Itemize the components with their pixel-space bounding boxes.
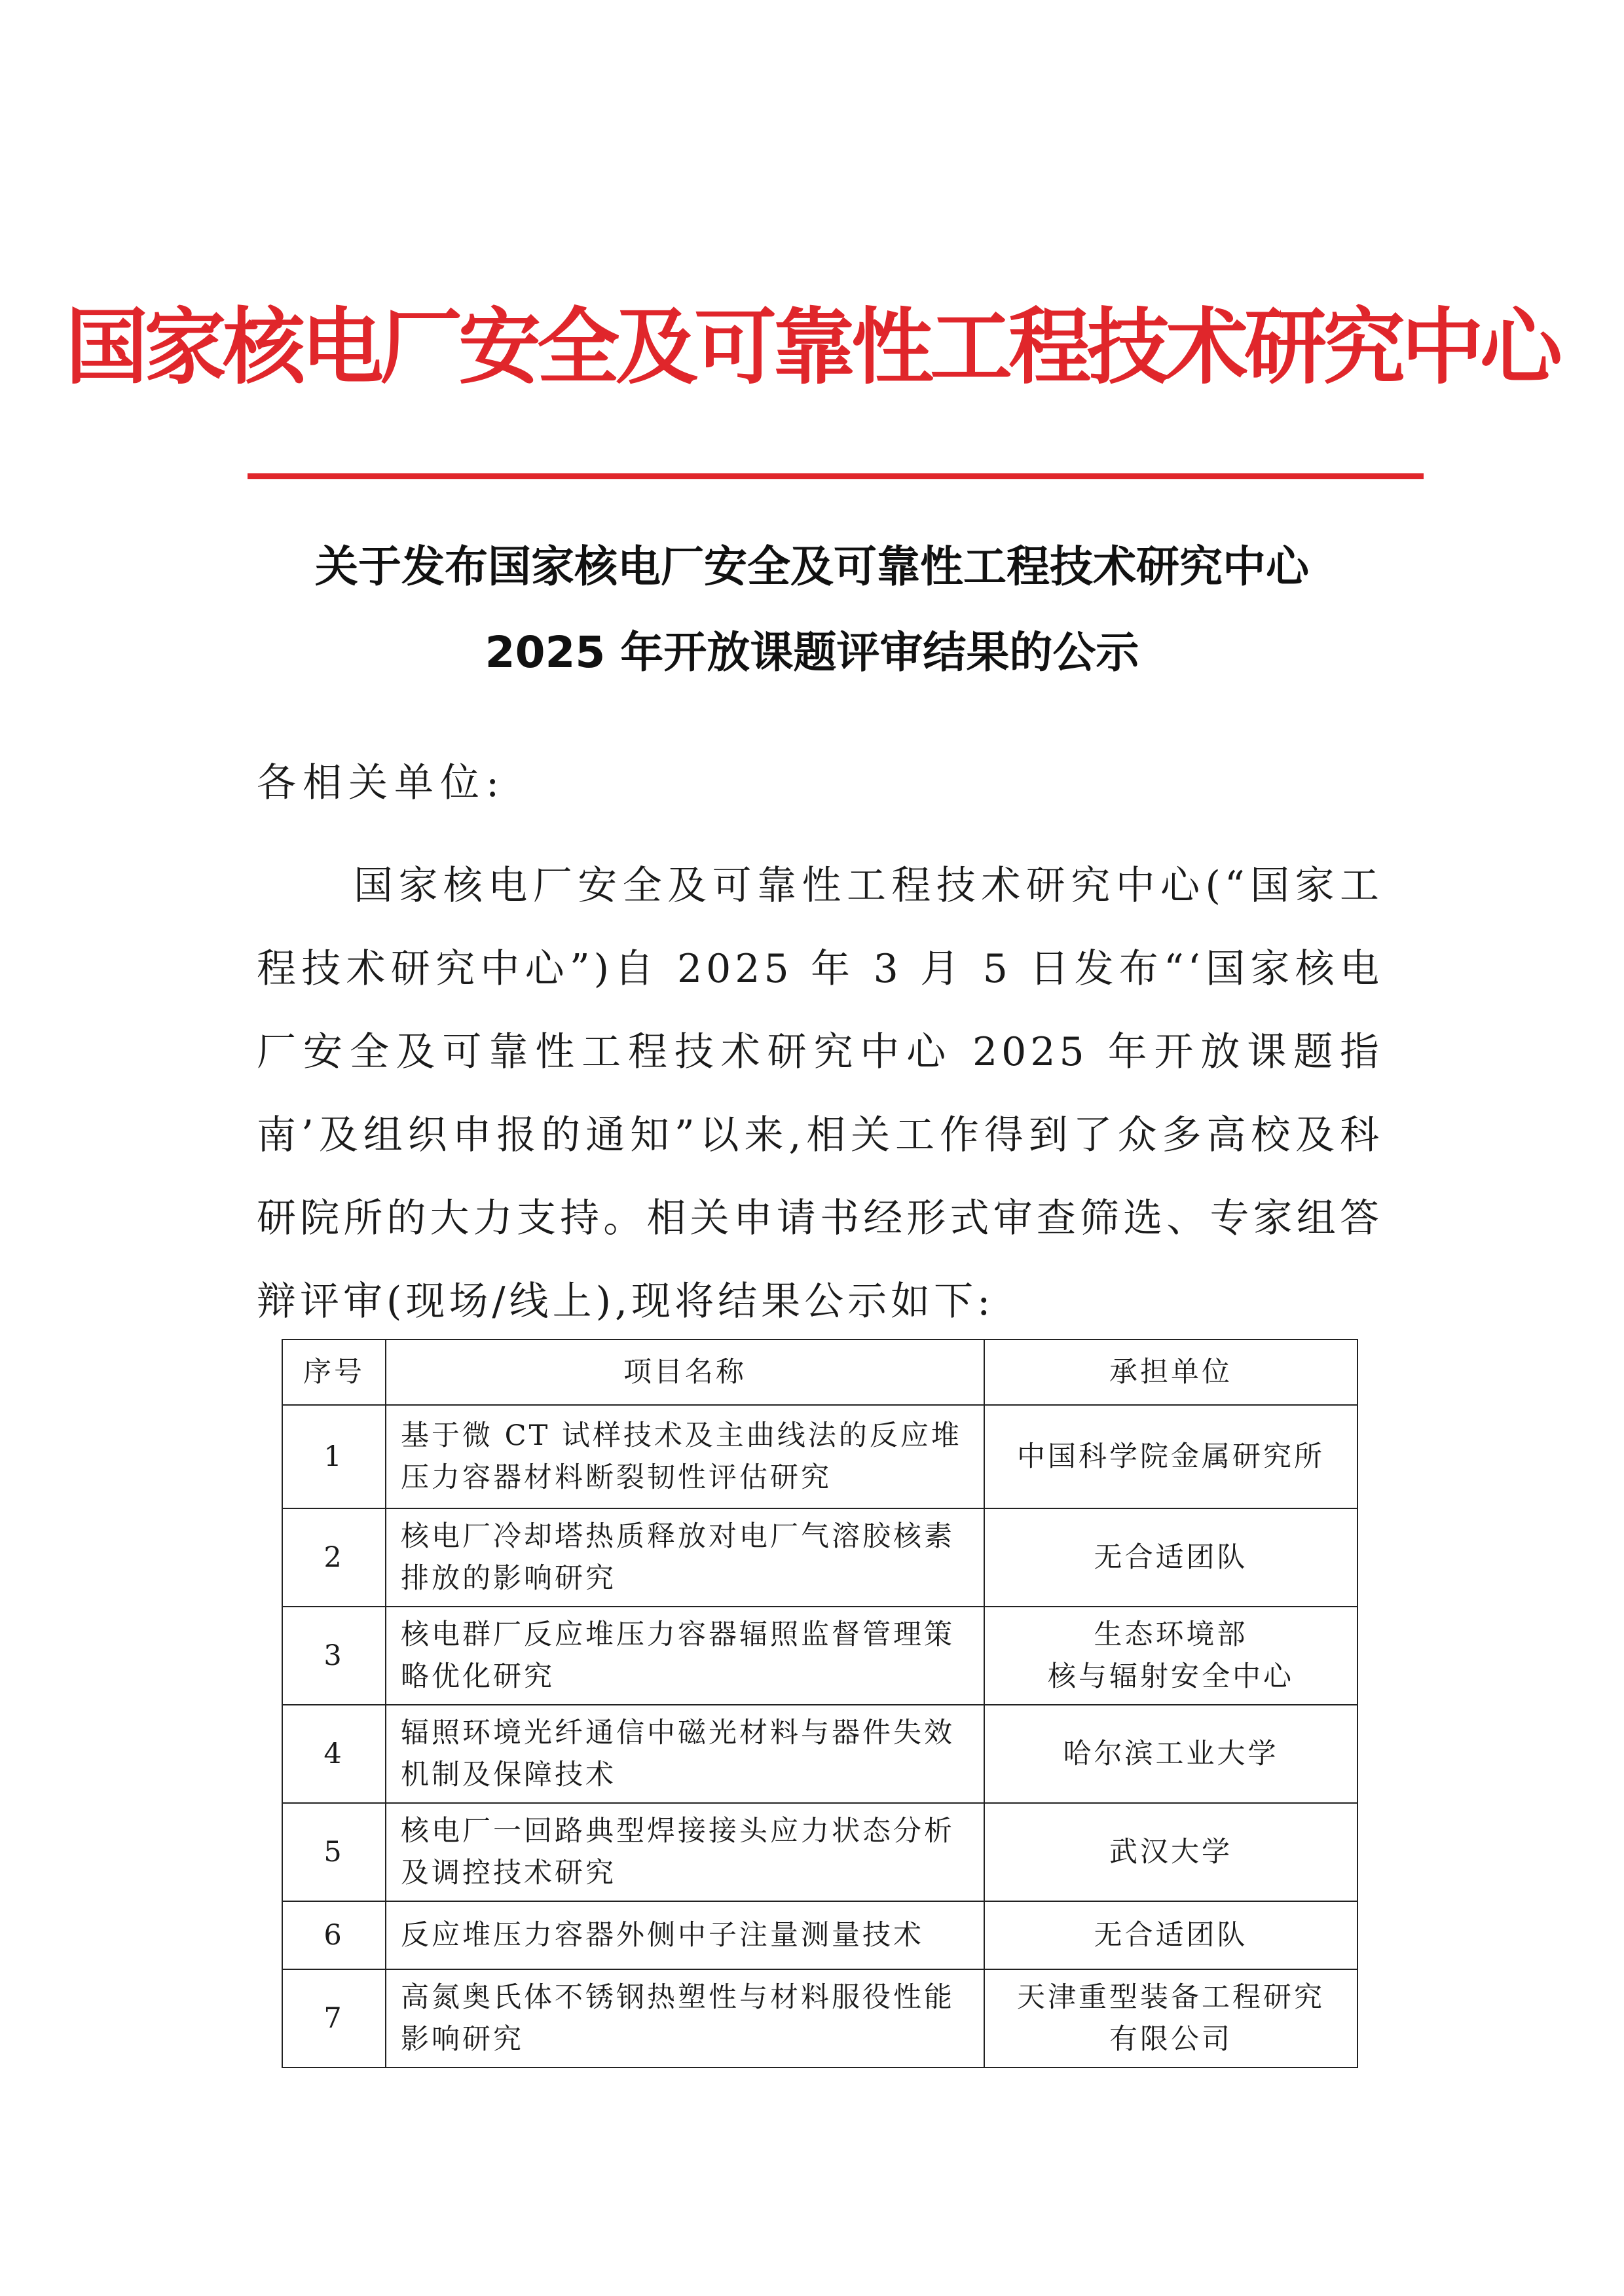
- row-number: 7: [282, 1969, 386, 2068]
- project-name: 基于微 CT 试样技术及主曲线法的反应堆压力容器材料断裂韧性评估研究: [386, 1405, 984, 1508]
- unit-line-1: 哈尔滨工业大学: [1063, 1738, 1279, 1770]
- header-project-name: 项目名称: [386, 1339, 984, 1405]
- header-no: 序号: [282, 1339, 386, 1405]
- table-row: [282, 1405, 1357, 1508]
- row-number: 1: [282, 1405, 386, 1508]
- row-number: 3: [282, 1607, 386, 1705]
- table-row: [282, 1607, 1357, 1705]
- salutation: 各相关单位:: [257, 760, 506, 806]
- table-row: [282, 1508, 1357, 1607]
- table-row: [282, 1803, 1357, 1901]
- project-name: 高氮奥氏体不锈钢热塑性与材料服役性能影响研究: [386, 1969, 984, 2068]
- project-name: 辐照环境光纤通信中磁光材料与器件失效机制及保障技术: [386, 1705, 984, 1803]
- project-name: 核电厂一回路典型焊接接头应力状态分析及调控技术研究: [386, 1803, 984, 1901]
- undertaking-unit: [984, 1607, 1357, 1705]
- letterhead-org-name: 国家核电厂安全及可靠性工程技术研究中心: [65, 299, 1559, 395]
- unit-line-1: 生态环境部: [1094, 1618, 1248, 1651]
- header-unit: 承担单位: [984, 1339, 1357, 1405]
- letterhead-red-rule: [248, 473, 1424, 479]
- row-number: 6: [282, 1901, 386, 1969]
- undertaking-unit: [984, 1508, 1357, 1607]
- unit-line-1: 中国科学院金属研究所: [1017, 1440, 1325, 1473]
- undertaking-unit: [984, 1969, 1357, 2068]
- project-name: 反应堆压力容器外侧中子注量测量技术: [386, 1901, 984, 1969]
- notice-title-line-1: 关于发布国家核电厂安全及可靠性工程技术研究中心: [315, 541, 1309, 592]
- unit-line-2: 核与辐射安全中心: [1048, 1660, 1294, 1693]
- row-number: 2: [282, 1508, 386, 1607]
- table-row: [282, 1969, 1357, 2068]
- table-header-row: [282, 1339, 1357, 1405]
- undertaking-unit: [984, 1405, 1357, 1508]
- project-name: 核电厂冷却塔热质释放对电厂气溶胶核素排放的影响研究: [386, 1508, 984, 1607]
- undertaking-unit: [984, 1803, 1357, 1901]
- body-paragraph: 国家核电厂安全及可靠性工程技术研究中心(“国家工程技术研究中心”)自 2025 年 3 月 5 日发布“‘国家核电厂安全及可靠性工程技术研究中心 2025 年开放课题指南’及组织申报的通知”以来,相关工作得到了众多高校及科研院所的大力支持。相关申请书经形式审查筛选、专家组答辩评审(现场/线上),现将结果公示如下:: [257, 863, 1383, 1324]
- table-row: [282, 1705, 1357, 1803]
- unit-line-1: 无合适团队: [1094, 1919, 1248, 1952]
- unit-line-1: 武汉大学: [1109, 1836, 1232, 1868]
- table-row: [282, 1901, 1357, 1969]
- undertaking-unit: [984, 1705, 1357, 1803]
- project-name: 核电群厂反应堆压力容器辐照监督管理策略优化研究: [386, 1607, 984, 1705]
- row-number: 4: [282, 1705, 386, 1803]
- unit-line-1: 无合适团队: [1094, 1541, 1248, 1574]
- notice-title-line-2: 2025 年开放课题评审结果的公示: [485, 627, 1139, 678]
- unit-line-2: 有限公司: [1109, 2023, 1232, 2056]
- results-table: [282, 1339, 1358, 2068]
- row-number: 5: [282, 1803, 386, 1901]
- unit-line-1: 天津重型装备工程研究: [1017, 1981, 1325, 2014]
- undertaking-unit: [984, 1901, 1357, 1969]
